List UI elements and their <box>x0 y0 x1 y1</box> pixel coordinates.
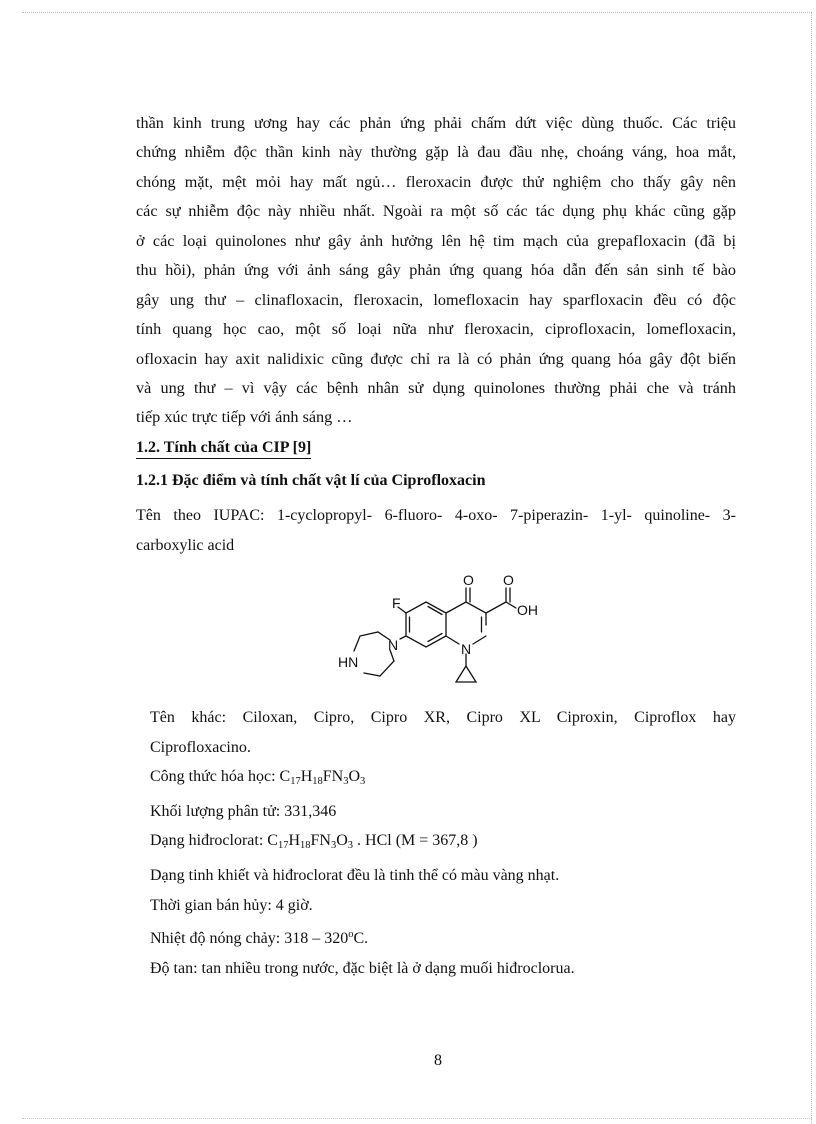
cyclopropyl-ring <box>456 666 476 682</box>
half-life: Thời gian bán hủy: 4 giờ. <box>150 896 313 914</box>
iupac-line: Tên theo IUPAC: 1-cyclopropyl- 6-fluoro- 4-oxo- 7-piperazin- 1-yl- quinoline- 3- <box>136 507 736 524</box>
hydroxyl-label: OH <box>517 602 538 618</box>
piperazine-nitrogen-label: N <box>388 637 399 653</box>
paragraph-line: các sự nhiễm độc này nhiều nhất. Ngoài ra một số các tác dụng phụ khác cũng gặp <box>136 202 736 221</box>
other-names: Tên khác: Ciloxan, Cipro, Cipro XR, Cipro XL Ciproxin, Ciproflox hay <box>150 709 736 726</box>
page-bottom-rule <box>22 1118 812 1119</box>
ciprofloxacin-structure <box>320 566 560 696</box>
melting-point: Nhiệt độ nóng chảy: 318 – 320$^o$C. <box>150 929 369 948</box>
crystal-form: Dạng tinh khiết và hiđroclorat đều là tinh thể có màu vàng nhạt. <box>150 866 560 884</box>
acid-oxygen-label: O <box>503 572 514 588</box>
page-number: 8 <box>434 1052 442 1069</box>
paragraph-line: chóng mặt, mệt mỏi hay mất ngủ… fleroxacin được thử nghiệm cho thấy gây nên <box>136 172 736 191</box>
body-paragraph <box>136 109 736 433</box>
paragraph-line: tính quang học cao, một số loại nữa như fleroxacin, ciprofloxacin, lomefloxacin, <box>136 320 736 339</box>
pyridone-ring <box>446 602 486 625</box>
property-list <box>150 703 736 983</box>
other-names-continued: Ciprofloxacino. <box>150 738 251 756</box>
paragraph-line: chứng nhiễm độc thần kinh này thường gặp là đau đầu nhẹ, choáng váng, hoa mắt, <box>136 143 736 162</box>
amine-label: HN <box>338 654 359 670</box>
paragraph-line: và ung thư – vì vậy các bệnh nhân sử dụng quinolones thường phải che và tránh <box>136 378 736 397</box>
iupac-name <box>136 501 736 561</box>
paragraph-line: tiếp xúc trực tiếp với ánh sáng … <box>136 408 353 427</box>
paragraph-line: thần kinh trung ương hay các phản ứng phải chấm dứt việc dùng thuốc. Các triệu <box>136 114 736 132</box>
piperazine-ring <box>354 632 390 651</box>
solubility: Độ tan: tan nhiều trong nước, đặc biệt là ở dạng muối hiđroclorua. <box>150 959 575 977</box>
paragraph-line: gây ung thư – clinafloxacin, fleroxacin, lomefloxacin hay sparfloxacin đều có độc <box>136 290 736 309</box>
subsection-heading: 1.2.1 Đặc điểm và tính chất vật lí của Ciprofloxacin <box>136 472 486 489</box>
ketone-oxygen-label: O <box>463 572 474 588</box>
iupac-line: carboxylic acid <box>136 537 235 554</box>
chemical-formula: Công thức hóa học: $C_{17}H_{18}FN_3O_3$ <box>150 768 366 788</box>
ring-nitrogen-label: N <box>461 641 472 657</box>
hydrochloride-form: Dạng hiđroclorat: $C_{17}H_{18}FN_3O_3$ . HCl (M = 367,8 ) <box>150 832 478 852</box>
section-heading: 1.2. Tính chất của CIP [9] <box>136 438 311 459</box>
paragraph-line: ofloxacin hay axit nalidixic cũng được chỉ ra là có phản ứng quang hóa gây đột biến <box>136 349 736 368</box>
paragraph-line: ở các loại quinolones như gây ảnh hưởng lên hệ tim mạch của grepafloxacin (đã bị <box>136 231 736 250</box>
molar-mass: Khối lượng phân tử: 331,346 <box>150 802 337 820</box>
benzene-ring <box>406 602 446 647</box>
fluorine-label: F <box>392 595 401 611</box>
paragraph-line: thu hồi), phản ứng với ảnh sáng gây phản ứng quang hóa dẫn đến sản sinh tế bào <box>136 261 736 280</box>
